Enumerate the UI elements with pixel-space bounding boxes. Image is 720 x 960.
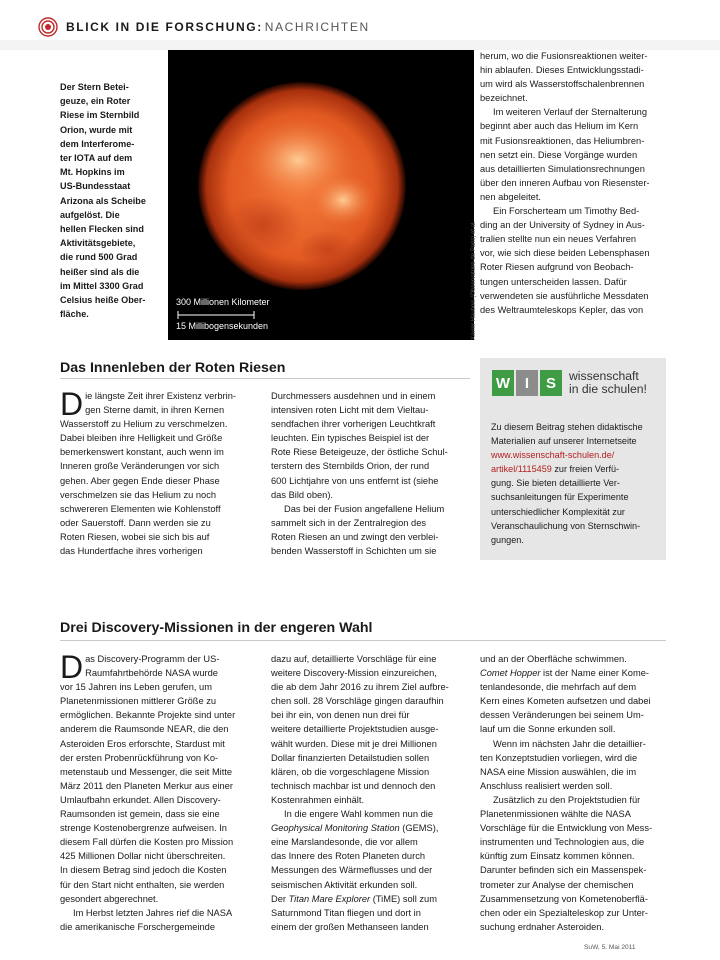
text-run: (GEMS), eine Marslandesonde, die vor allem das Innere des Roten Planeten durch Messungen des Wärmeflusses und der seismischen Aktivität erkunden soll. Der xyxy=(271,823,439,904)
scale-label-arcsec: 15 Millibogensekunden xyxy=(176,321,269,331)
paragraph xyxy=(271,807,467,934)
drop-cap: D xyxy=(60,386,84,422)
page-footer: SuW, 5. Mai 2011 xyxy=(584,944,636,951)
article-column xyxy=(60,649,256,934)
paragraph: as Discovery-Programm der US- Raumfahrtbehörde NASA wurde vor 15 Jahren ins Leben gerufen, um Planetenmissionen mittlerer Größe zu ermöglichen. Bekannte Projekte sind unter anderem die Raumsonde NEAR, die den Asteroiden Eros erforschte, Stardust mit der ersten Probenrückführung von Ko- metenstaub und Messenger, die seit Mitte März 2011 den Planeten Merkur aus einer Umlaufbahn erkundet. Allen Discovery- Raumsonden ist gemein, dass sie eine strenge Kostenobergrenze aufweisen. In diesem Fall dürfen die Kosten pro Mission 425 Millionen Dollar nicht überschreiten. In diesem Betrag sind jedoch die Kosten für den Start nicht enthalten, sie werden gesondert abgerechnet. xyxy=(60,654,236,904)
mission-name-gems: Geophysical Monitoring Station xyxy=(271,823,400,834)
article-column xyxy=(271,389,468,558)
section-logo-icon xyxy=(38,17,58,37)
wis-brand-line2: in die schulen! xyxy=(569,382,647,396)
paragraph: Im Herbst letzten Jahres rief die NASA die amerikanische Forschergemeinde xyxy=(60,907,233,932)
paragraph: dazu auf, detaillierte Vorschläge für eine weitere Discovery-Mission einzureichen, die ab dem Jahr 2016 zu ihrem Ziel aufbre- chen soll. 28 Vorschläge gingen daraufhin bei ihr ein, von denen nun drei für weitere detaillierte Projektstudien ausge- wählt wurden. Diese mit je drei Millionen Dollar finanzierten Detailstudien sollen klären, ob die vorgeschlagene Mission technisch machbar ist und dennoch den Kostenrahmen einhält. xyxy=(271,654,449,805)
paragraph xyxy=(480,652,666,737)
header-title: BLICK IN DIE FORSCHUNG: xyxy=(66,20,263,34)
wis-article-link[interactable]: www.wissenschaft-schulen.de/ artikel/1115459 xyxy=(491,450,615,475)
article-column xyxy=(60,386,256,558)
paragraph: Zusätzlich zu den Projektstudien für Planetenmissionen wählte die NASA Vorschläge für die Entwicklung von Mess- instrumenten und Technologien aus, die künftig zum Einsatz kommen können. Darunter befinden sich ein Massenspek- trometer zur Analyse der chemischen Zusammensetzung von Kometenoberflä- chen oder ein Spezialteleskop zur Unter- suchung erdnaher Asteroiden. xyxy=(480,794,653,932)
article-column xyxy=(480,652,666,934)
paragraph: herum, wo die Fusionsreaktionen weiter- hin ablaufen. Dieses Entwicklungsstadi- um wird als Wasserstoffschalenbrennen bezeichnet. xyxy=(480,51,648,104)
mission-name-comet-hopper: Comet Hopper xyxy=(480,668,541,679)
text-run: In die engere Wahl kommen nun die xyxy=(284,809,434,820)
divider xyxy=(60,640,666,641)
drop-cap: D xyxy=(60,649,84,685)
article-column xyxy=(271,652,467,934)
section-title-red-giants: Das Innenleben der Roten Riesen xyxy=(60,360,286,376)
intro-continuation-column xyxy=(480,49,666,317)
image-credit-text: Xavier Haubois (Observatoire de Paris) et al. xyxy=(471,220,477,340)
text-run: (TiME) soll zum Saturnmond Titan fliegen und dort in einem der großen Methanseen landen xyxy=(271,893,437,932)
image-credit xyxy=(466,60,478,340)
wis-info-box xyxy=(480,358,666,560)
paragraph: ie längste Zeit ihrer Existenz verbrin- gen Sterne damit, in ihren Kernen Wasserstoff zu Helium zu verschmelzen. Dabei bleiben ihre Helligkeit und Größe bemerkenswert konstant, auch wenn im Inneren große Veränderungen vor sich gehen. Aber gegen Ende dieser Phase verschmelzen sie das Helium zu noch schwereren Elementen wie Kohlenstoff oder Sauerstoff. Dann werden sie zu Roten Riesen, wobei sie sich bis auf das Hundertfache ihres vorherigen xyxy=(60,391,236,557)
wis-text-before: Zu diesem Beitrag stehen didaktische Materialien auf unserer Internetseite xyxy=(491,422,643,447)
wis-letter-s: S xyxy=(540,370,562,396)
wis-letter-i: I xyxy=(516,370,538,396)
paragraph: Ein Forscherteam um Timothy Bed- ding an der University of Sydney in Aus- tralien stellte nun ein neues Verfahren vor, wie sich diese beiden Lebensphasen Roter Riesen aufgrund von Beobach- tungen unterscheiden lassen. Dafür verwendeten sie ausführliche Messdaten des Weltraumteleskops Kepler, das von xyxy=(480,206,650,315)
text-run: und an der Oberfläche schwimmen. xyxy=(480,654,627,664)
header-subtitle: NACHRICHTEN xyxy=(264,20,370,34)
scale-label-km: 300 Millionen Kilometer xyxy=(176,297,270,307)
wis-brand-text xyxy=(569,370,647,396)
wis-text-after: zur freien Verfü- gung. Sie bieten detaillierte Ver- suchsanleitungen für Experimente unterschiedlicher Komplexität zur Veranschaulichung von Sternschwin- gungen. xyxy=(491,464,641,545)
wis-brand-line1: wissenschaft xyxy=(569,369,639,383)
paragraph: Durchmessers ausdehnen und in einem intensiven roten Licht mit dem Vieltau- sendfachen ihrer vorherigen Leuchtkraft leuchten. Ein typisches Beispiel ist der Rote Riese Beteigeuze, der östliche Schul- terstern des Sternbilds Orion, der rund 600 Lichtjahre von uns entfernt ist (siehe das Bild oben). xyxy=(271,391,448,500)
paragraph: Im weiteren Verlauf der Sternalterung beginnt aber auch das Helium im Kern mit Fusionsreaktionen, das Heliumbren- nen setzt ein. Diese Vorgänge wurden aus detaillierten Simulationsrechnungen über den inneren Aufbau von Riesenster- nen abgeleitet. xyxy=(480,107,650,202)
wis-letter-w: W xyxy=(492,370,514,396)
paragraph: Wenn im nächsten Jahr die detaillier- ten Konzeptstudien vorliegen, wird die NASA eine Mission auswählen, die im Anschluss realisiert werden soll. xyxy=(480,738,646,791)
paragraph: Das bei der Fusion angefallene Helium sammelt sich in der Zentralregion des Roten Riesen an und zwingt den verblei- benden Wasserstoff in Schichten um sie xyxy=(271,503,445,557)
star-disc-illustration xyxy=(168,50,474,340)
wis-description xyxy=(491,420,655,547)
wis-logo xyxy=(492,370,647,396)
page-header xyxy=(38,14,370,40)
figure-caption: Der Stern Betei- geuze, ein Roter Riese im Sternbild Orion, wurde mit dem Interferome- ter IOTA auf dem Mt. Hopkins im US-Bundesstaat Arizona als Scheibe aufgelöst. Die hellen Flecken sind Aktivitätsgebiete, die rund 500 Grad heißer sind als die im Mittel 3300 Grad Celsius heiße Ober- fläche. xyxy=(60,82,146,320)
betelgeuse-image xyxy=(168,50,474,340)
section-title-discovery-missions: Drei Discovery-Missionen in der engeren Wahl xyxy=(60,620,373,636)
divider xyxy=(60,378,470,379)
text-run: ist der Name einer Kome- tenlandesonde, die mehrfach auf dem Kern eines Kometen aufsetzen und dabei dessen Veränderungen bei seinem Um- lauf um die Sonne erkunden soll. xyxy=(480,668,651,735)
mission-name-time: Titan Mare Explorer xyxy=(288,893,371,904)
